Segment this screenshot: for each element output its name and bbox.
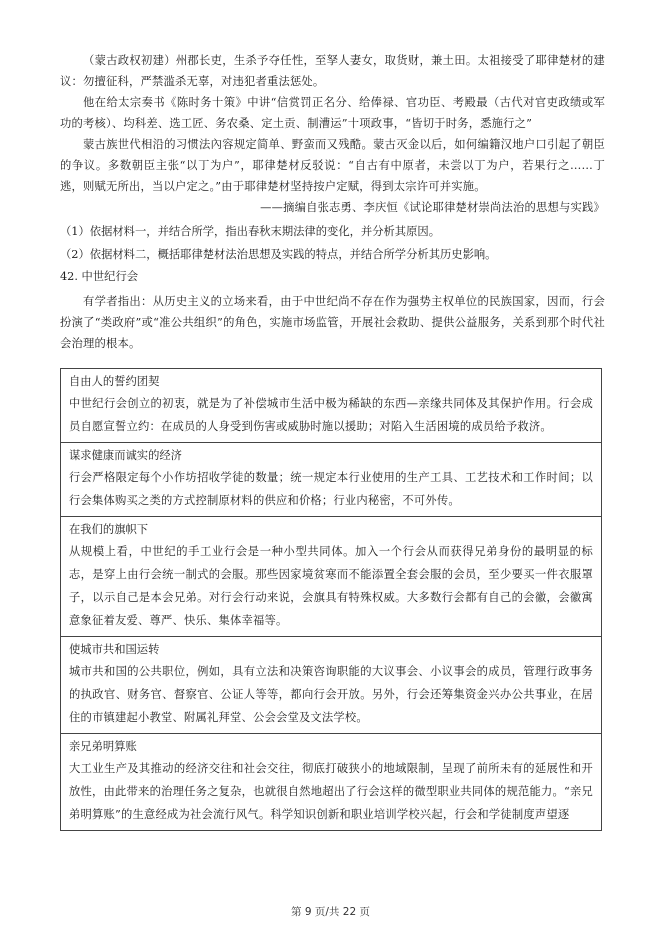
row-title: 谋求健康而诚实的经济: [69, 449, 182, 462]
table-row: [61, 369, 601, 442]
guild-table: [60, 368, 602, 831]
material2-para1: （蒙古政权初建）州郡长吏，生杀予夺任性，至孥人妻女，取货财，兼土田。太祖接受了耶律楚材的建议：勿擅征科，严禁滥杀无辜，对违犯者重法惩处。: [60, 54, 605, 88]
row-title: 使城市共和国运转: [69, 643, 160, 656]
table-row: [61, 636, 601, 733]
table-row: [61, 442, 601, 516]
page-footer: 第 9 页/共 22 页: [291, 906, 370, 918]
material2-source: ——摘编自张志勇、李庆恒《试论耶律楚材崇尚法治的思想与实践》: [260, 201, 605, 214]
table-row: [61, 733, 601, 830]
row-title: 自由人的誓约团契: [69, 375, 160, 388]
question-42-intro: 有学者指出：从历史主义的立场来看，由于中世纪尚不存在作为强势主权单位的民族国家，因而，行会扮演了“类政府”或“准公共组织”的角色，实施市场监管，开展社会救助、提供公益服务，关系到那个时代社会治理的根本。: [60, 295, 605, 350]
question-2: （2）依据材料二，概括耶律楚材法治思想及实践的特点，并结合所学分析其历史影响。: [60, 248, 497, 261]
row-body: 中世纪行会创立的初衷，就是为了补偿城市生活中极为稀缺的东西—亲缘共同体及其保护作用。行会成员自愿宣誓立约：在成员的人身受到伤害或威胁时施以援助；对陷入生活困境的成员给予救济。: [69, 397, 593, 433]
row-body: 城市共和国的公共职位，例如，具有立法和决策咨询职能的大议事会、小议事会的成员，管理行政事务的执政官、财务官、督察官、公证人等等，都向行会开放。另外，行会还筹集资金兴办公共事业，在居住的市镇建起小教堂、附属礼拜堂、公会会堂及文法学校。: [69, 665, 593, 724]
row-body: 大工业生产及其推动的经济交往和社会交往，彻底打破狭小的地域限制，呈现了前所未有的延展性和开放性，由此带来的治理任务之复杂，也就很自然地超出了行会这样的微型职业共同体的规范能力。“亲兄弟明算账”的生意经成为社会流行风气。科学知识创新和职业培训学校兴起，行会和学徒制度声望逐: [69, 762, 593, 821]
question-42-heading: 42. 中世纪行会: [60, 270, 139, 283]
table-row: [61, 516, 601, 636]
row-body: 从规模上看，中世纪的手工业行会是一种小型共同体。加入一个行会从而获得兄弟身份的最明显的标志，是穿上由行会统一制式的会服。那些因家境贫寒而不能添置全套会服的会员，至少要买一件衣服罩子，以示自己是本会兄弟。对行会行动来说，会旗具有特殊权威。大多数行会都有自己的会徽，会徽寓意象征着友爱、尊严、快乐、集体幸福等。: [69, 545, 593, 627]
row-body: 行会严格限定每个小作坊招收学徒的数量；统一规定本行业使用的生产工具、工艺技术和工作时间；以行会集体购买之类的方式控制原材料的供应和价格；行业内秘密，不可外传。: [69, 471, 593, 507]
row-title: 亲兄弟明算账: [69, 740, 137, 753]
question-1: （1）依据材料一，并结合所学，指出春秋末期法律的变化，并分析其原因。: [60, 225, 440, 238]
material2-para3: 蒙古族世代相沿的习惯法內容规定简单、野蛮而又残酷。蒙古灭金以后，如何编籍汉地户口引起了朝臣的争议。多数朝臣主张“以丁为户”，耶律楚材反驳说：“自古有中原者，未尝以丁为户，若果行之……丁逃，则赋无所出，当以户定之。”由于耶律楚材坚持按户定赋，得到太宗许可并实施。: [60, 138, 605, 193]
row-title: 在我们的旗帜下: [69, 523, 149, 536]
material2-para2: 他在给太宗奏书《陈时务十策》中讲“信赏罚正名分、给俸禄、官功臣、考殿最（古代对官吏政绩或军功的考核）、均科差、选工匠、务农桑、定土贡、制漕运”十项政事，“皆切于时务，悉施行之”: [60, 96, 605, 130]
